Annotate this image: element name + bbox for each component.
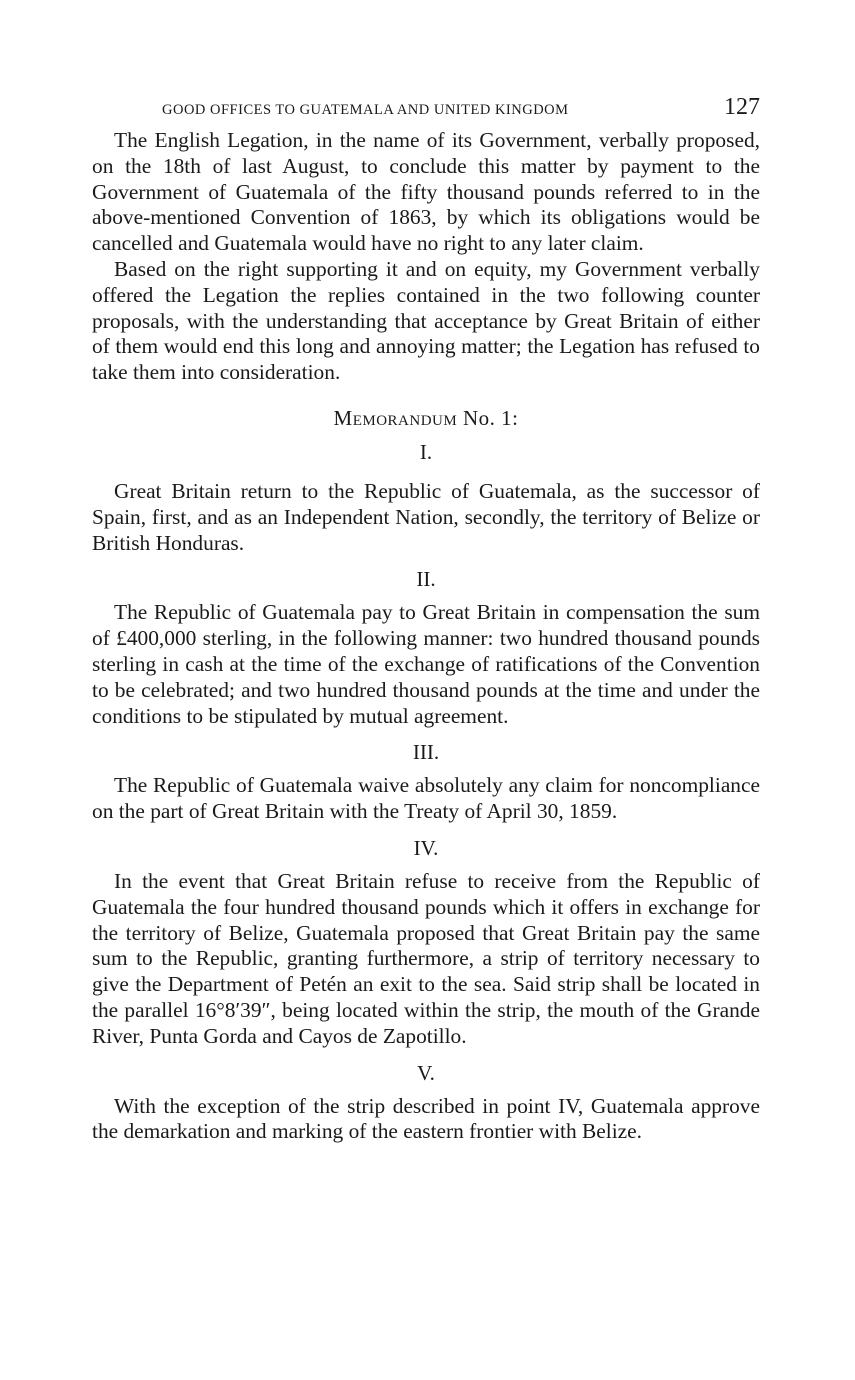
document-page [92, 92, 760, 1145]
section-text: The Republic of Guatemala pay to Great Britain in compensation the sum of £400,000 sterling, in the following manner: two hundred thousand pounds sterling in cash at the time of the exchange of ratifications of the Convention to be celebrated; and two hundred thousand pounds at the time and under the conditions to be stipulated by mutual agreement. [92, 600, 760, 728]
section-numeral: I. [419, 439, 433, 464]
page-number: 127 [724, 94, 760, 120]
section-text: Great Britain return to the Republic of Guatemala, as the successor of Spain, first, and as an Independent Nation, secondly, the territory of Belize or British Honduras. [92, 478, 760, 555]
section-numeral: V. [417, 1060, 435, 1085]
section-text: With the exception of the strip described in point IV, Guatemala approve the demarkation and marking of the eastern frontier with Belize. [92, 1093, 760, 1144]
running-title: GOOD OFFICES TO GUATEMALA AND UNITED KINGDOM [162, 102, 569, 118]
section-numeral: IV. [413, 835, 439, 860]
memorandum-word: Memorandum [333, 405, 458, 430]
section-text: The Republic of Guatemala waive absolutely any claim for noncompliance on the part of Great Britain with the Treaty of April 30, 1859. [92, 773, 760, 824]
running-head [92, 92, 760, 128]
memorandum-number: No. 1: [462, 405, 519, 430]
section-numeral: II. [416, 567, 436, 592]
section-numeral: III. [412, 740, 440, 765]
paragraph-english-legation: The English Legation, in the name of its Government, verbally proposed, on the 18th of last August, to conclude this matter by payment to the Government of Guatemala of the fifty thousand pounds referred to in the above-mentioned Convention of 1863, by which its obligations would be cancelled and Guatemala would have no right to any later claim. [92, 128, 760, 256]
section-text: In the event that Great Britain refuse to receive from the Republic of Guatemala the four hundred thousand pounds which it offers in exchange for the territory of Belize, Guatemala proposed that Great Britain pay the same sum to the Republic, granting furthermore, a strip of territory necessary to give the Department of Petén an exit to the sea. Said strip shall be located in the parallel 16°8′39″, being located within the strip, the mouth of the Grande River, Punta Gorda and Cayos de Zapotillo. [92, 868, 760, 1048]
paragraph-counter-proposals: Based on the right supporting it and on equity, my Government verbally offered the Legation the replies contained in the two following counter proposals, with the understanding that acceptance by Great Britain of either of them would end this long and annoying matter; the Legation has refused to take them into consideration. [92, 256, 760, 385]
memorandum-heading [92, 406, 760, 431]
